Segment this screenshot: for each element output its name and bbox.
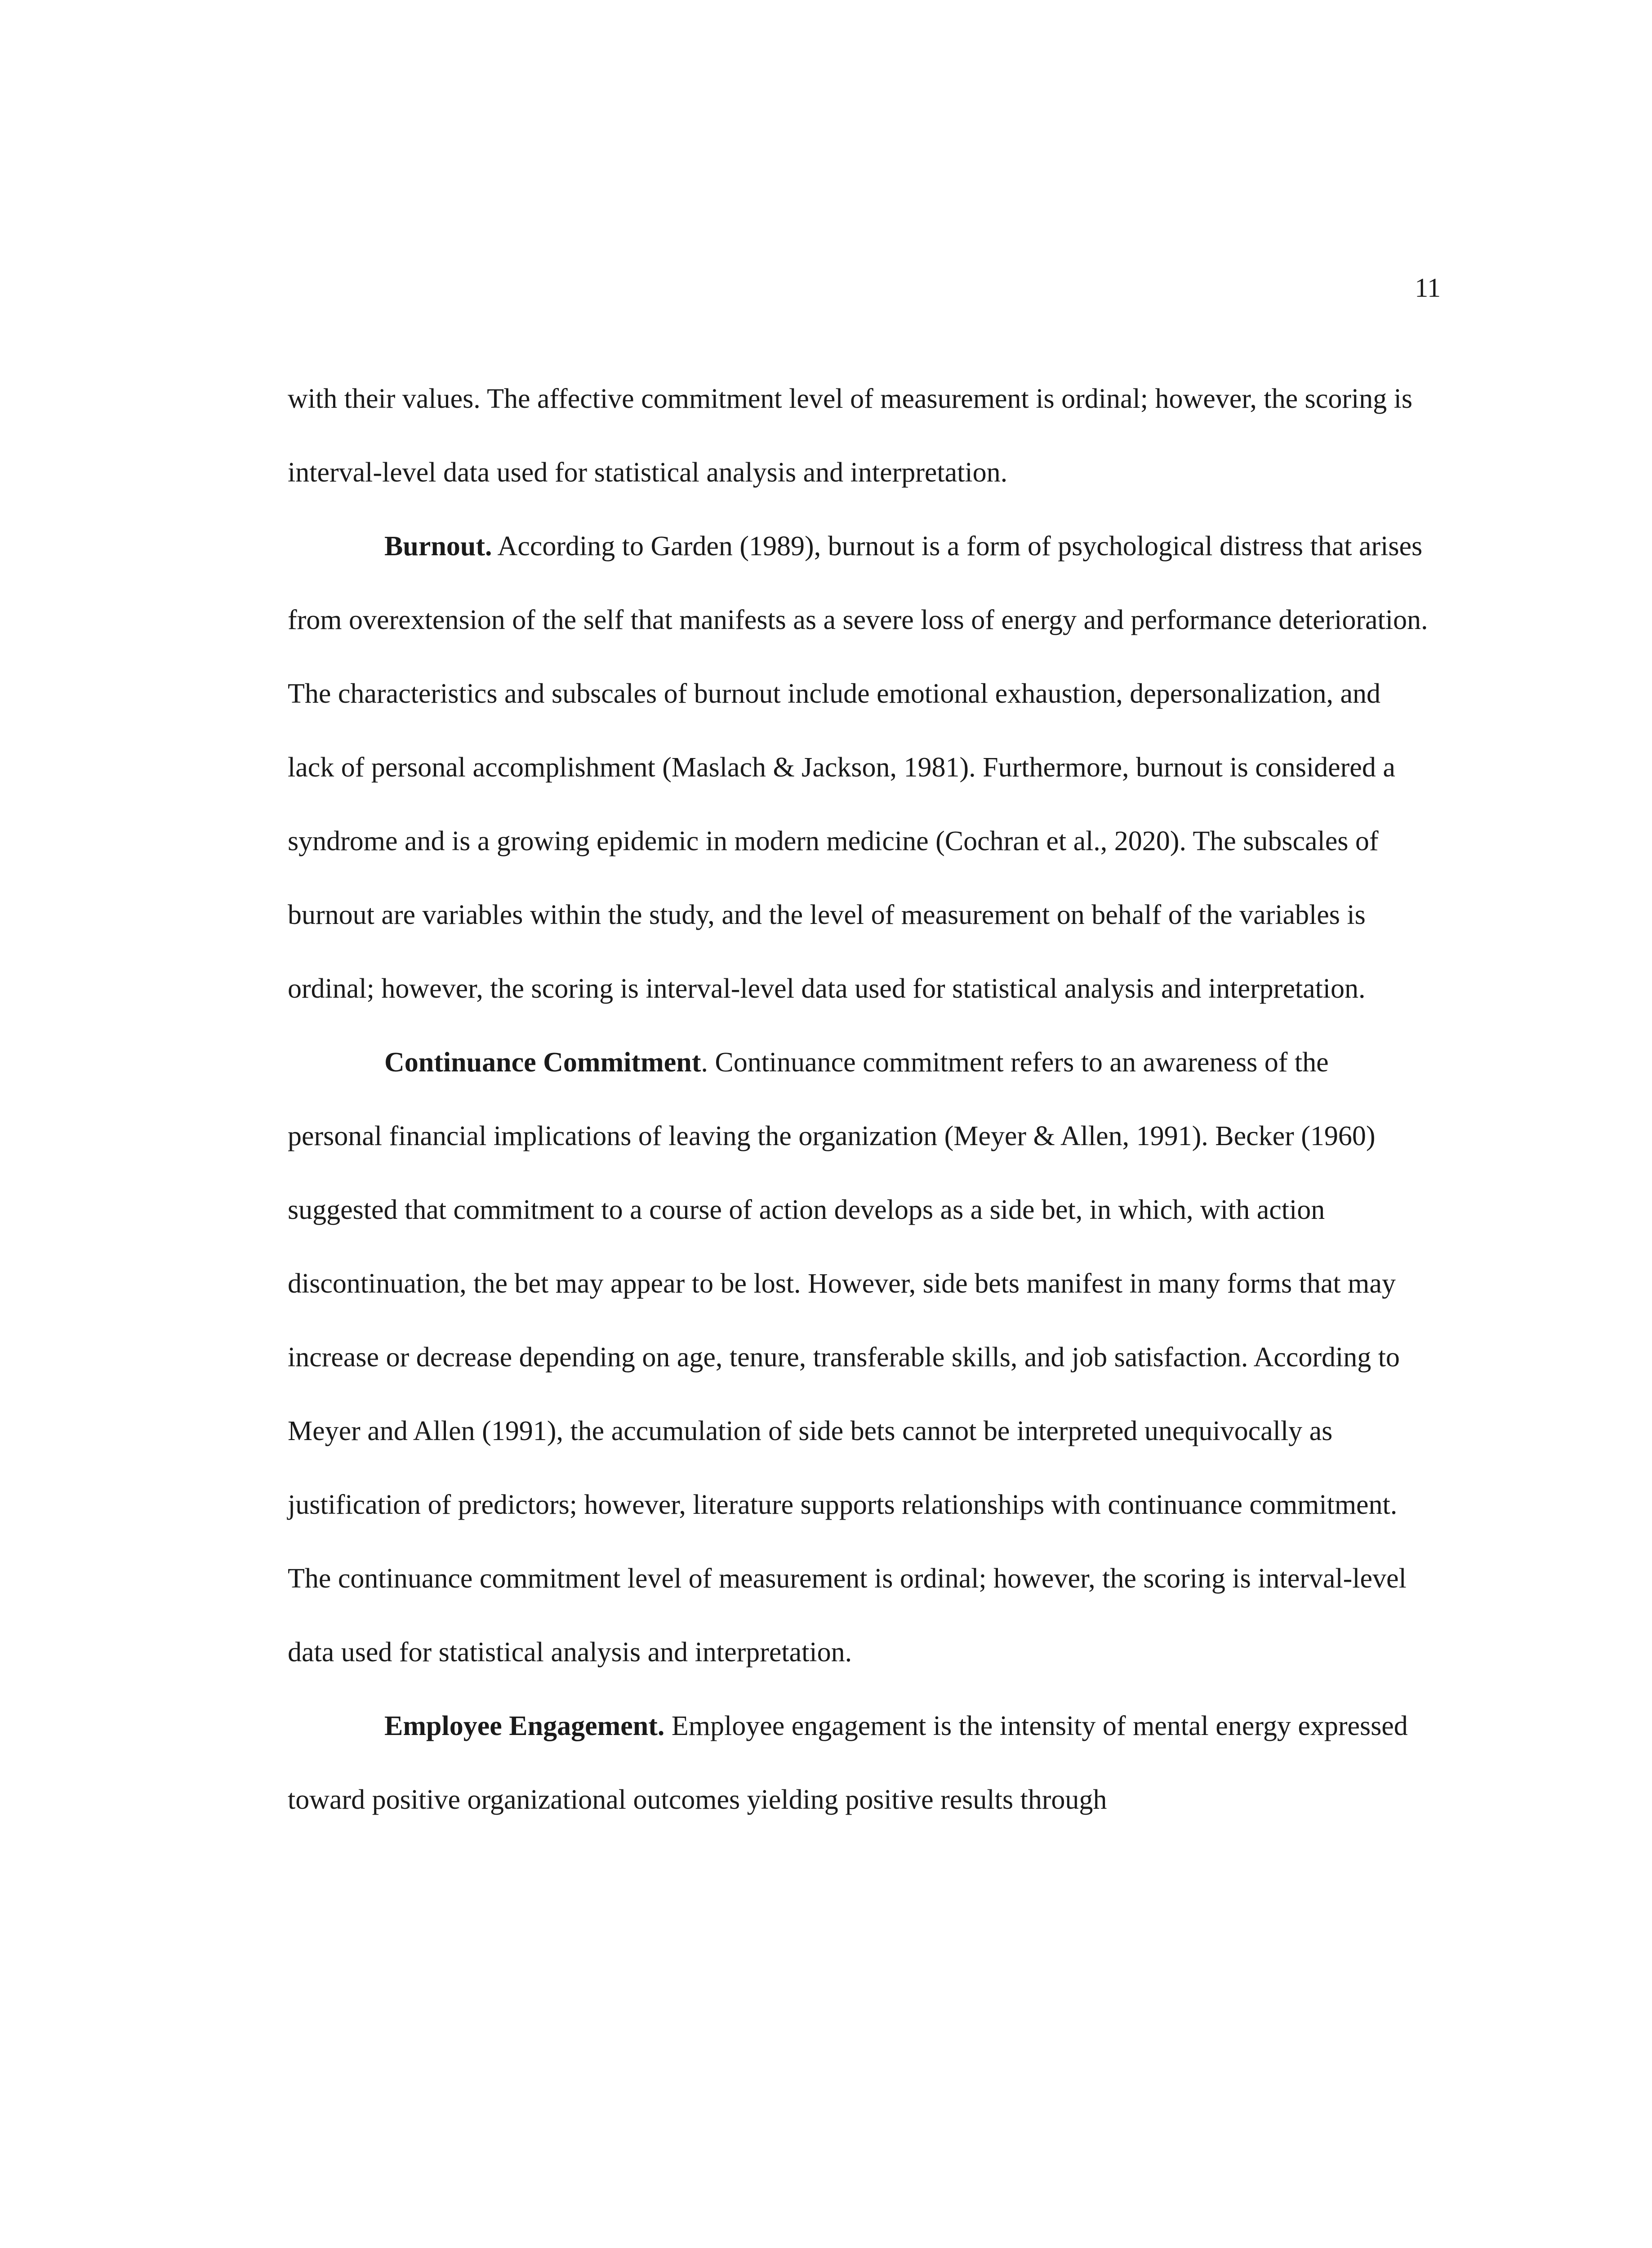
body-text xyxy=(288,362,1429,1837)
paragraph-text: with their values. The affective commitment level of measurement is ordinal; however, the scoring is interval-level data used for statistical analysis and interpretation. xyxy=(288,384,1413,488)
paragraph-text: Employee engagement is the intensity of mental energy expressed toward positive organizational outcomes yielding positive results through xyxy=(288,1711,1408,1815)
paragraph-burnout xyxy=(288,509,1429,1026)
paragraph-affective-continuation xyxy=(288,362,1429,509)
paragraph-text: According to Garden (1989), burnout is a form of psychological distress that arises from overextension of the self that manifests as a severe loss of energy and performance deterioration. The characteristics and subscales of burnout include emotional exhaustion, depersonalization, and lack of personal accomplishment (Maslach & Jackson, 1981). Furthermore, burnout is considered a syndrome and is a growing epidemic in modern medicine (Cochran et al., 2020). The subscales of burnout are variables within the study, and the level of measurement on behalf of the variables is ordinal; however, the scoring is interval-level data used for statistical analysis and interpretation. xyxy=(288,531,1428,1004)
heading-continuance-commitment: Continuance Commitment xyxy=(384,1047,701,1078)
heading-burnout: Burnout. xyxy=(384,531,492,562)
heading-employee-engagement: Employee Engagement. xyxy=(384,1711,665,1741)
paragraph-continuance-commitment xyxy=(288,1026,1429,1689)
paragraph-employee-engagement xyxy=(288,1689,1429,1837)
page-number: 11 xyxy=(1415,273,1441,303)
paragraph-text: . Continuance commitment refers to an awareness of the personal financial implications of leaving the organization (Meyer & Allen, 1991). Becker (1960) suggested that commitment to a course of action develops as a side bet, in which, with action discontinuation, the bet may appear to be lost. However, side bets manifest in many forms that may increase or decrease depending on age, tenure, transferable skills, and job satisfaction. According to Meyer and Allen (1991), the accumulation of side bets cannot be interpreted unequivocally as justification of predictors; however, literature supports relationships with continuance commitment. The continuance commitment level of measurement is ordinal; however, the scoring is interval-level data used for statistical analysis and interpretation. xyxy=(288,1047,1407,1668)
